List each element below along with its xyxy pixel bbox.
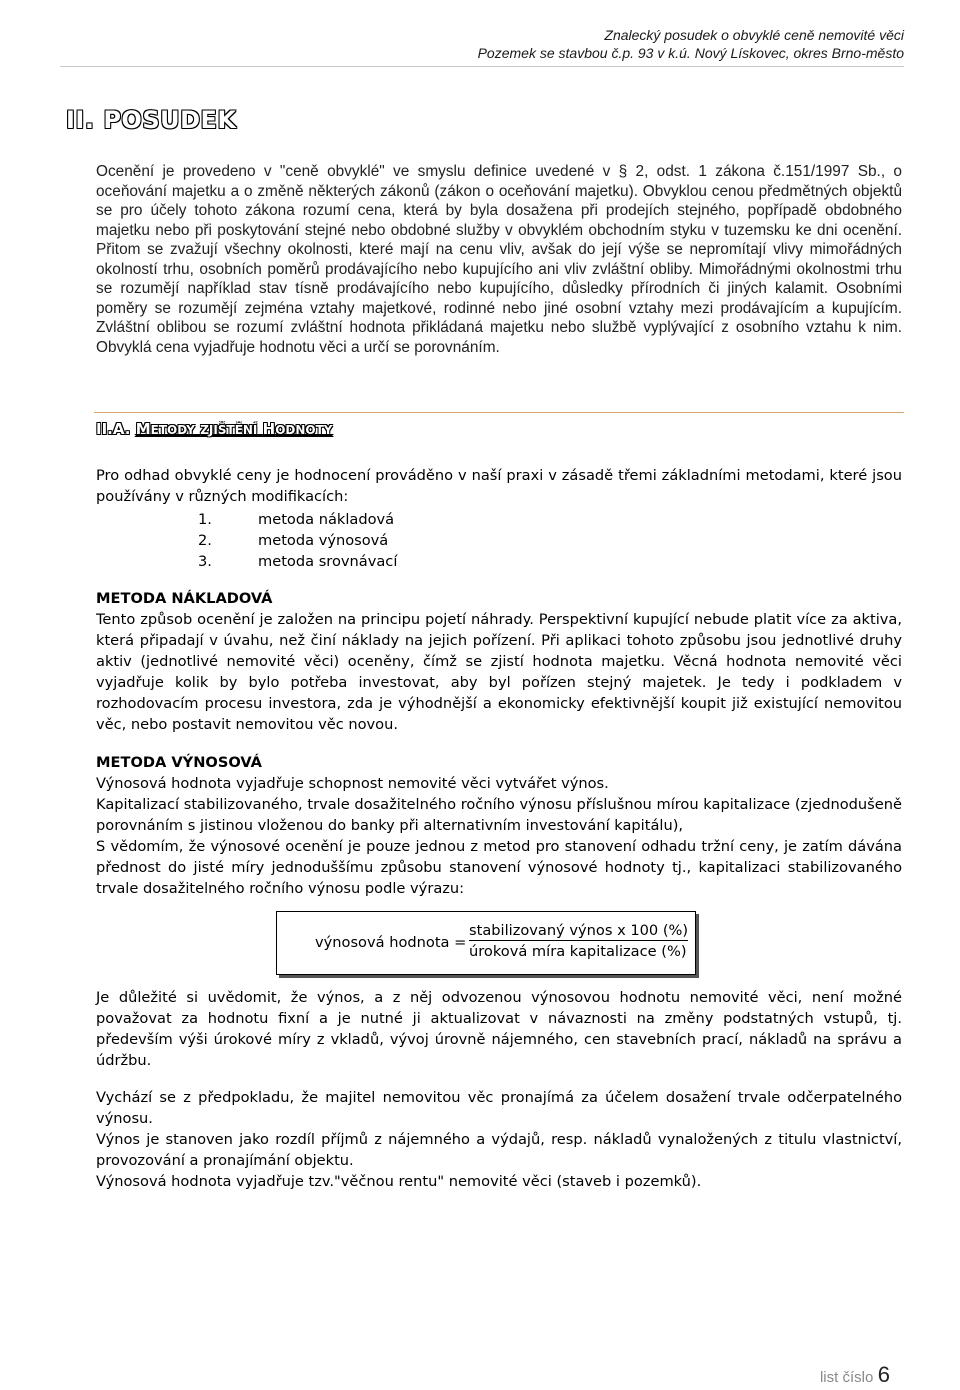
formula-denominator: úroková míra kapitalizace (%): [469, 943, 687, 960]
perpetual-rent-definition: Výnosová hodnota vyjadřuje tzv."věčnou rentu" nemovité věci (staveb i pozemků).: [96, 1173, 702, 1190]
income-assumption: Vychází se z předpokladu, že majitel nemovitou věc pronajímá za účelem dosažení trvale odčerpatelného výnosu.: [96, 1089, 902, 1127]
yield-definition: Výnos je stanoven jako rozdíl příjmů z nájemného a výdajů, resp. nákladů vynaložených z titulu vlastnictví, provozování a pronajímání objektu.: [96, 1131, 902, 1169]
header-property: Pozemek se stavbou č.p. 93 v k.ú. Nový Lískovec, okres Brno-město: [477, 45, 904, 61]
income-method-title: METODA VÝNOSOVÁ: [96, 754, 262, 771]
income-value-formula: [276, 911, 696, 975]
cost-method-text: Tento způsob ocenění je založen na principu pojetí náhrady. Perspektivní kupující nebude platit více za aktiva, která připadají v úvahu, než činí náklady na jejich pořízení. Při aplikaci tohoto způsobu jsou jednotlivé druhy aktiv (jednotlivé nemovité věci) oceněny, čímž se zjistí hodnota majetku. Věcná hodnota nemovité věci vyjadřuje kolik by bylo potřeba investovat, aby byl pořízen stejný majetek. Je tedy i podkladem v rozhodovacím procesu investora, zda je výhodnější a ekonomicky efektivnější koupit již existující nemovitou věc, nebo postavit nemovitou věc novou.: [96, 611, 902, 733]
section-number: II.A.: [96, 420, 131, 438]
header-document-title: Znalecký posudek o obvyklé ceně nemovité věci: [604, 27, 904, 43]
formula-numerator: stabilizovaný výnos x 100 (%): [469, 922, 689, 939]
section-heading: II.A. METODY ZJIŠTĚNÍ HODNOTY: [96, 420, 333, 438]
methods-intro: Pro odhad obvyklé ceny je hodnocení prováděno v naší praxi v zásadě třemi základními metodami, které jsou používány v různých modifikacích:: [96, 467, 902, 505]
page-label: list číslo: [819, 1369, 874, 1386]
formula-lhs: výnosová hodnota =: [315, 934, 467, 951]
list-item: 2. metoda výnosová: [198, 532, 389, 549]
list-item: 1. metoda nákladová: [198, 511, 395, 528]
list-item: 3. metoda srovnávací: [198, 553, 398, 570]
page-footer: [820, 1362, 890, 1388]
income-method-p3: S vědomím, že výnosové ocenění je pouze jednou z metod pro stanovení odhadu tržní ceny, je zatím dávána přednost do jisté míry jednoduššímu způsobu stanovení výnosové hodnoty tj., kapitalizaci stabilizovaného trvale dosažitelného ročního výnosu podle výrazu:: [96, 838, 902, 897]
income-value-note: Je důležité si uvědomit, že výnos, a z něj odvozenou výnosovou hodnotu nemovité věci, není možné považovat za hodnotu fixní a je nutné ji aktualizovat v návaznosti na změny podstatných vstupů, tj. především výši úrokové míry z vkladů, vývoj úrovně nájemného, cen stavebních prací, nákladů na správu a údržbu.: [96, 989, 902, 1069]
income-method-p2: Kapitalizací stabilizovaného, trvale dosažitelného ročního výnosu příslušnou mírou kapitalizace (zjednodušeně porovnáním s jistinou vloženou do banky při alternativním investování kapitálu),: [96, 796, 902, 834]
section-divider: [94, 412, 904, 413]
cost-method-title: METODA NÁKLADOVÁ: [96, 590, 273, 607]
page-number: 6: [877, 1362, 890, 1387]
running-header: [478, 26, 904, 62]
income-method-p1: Výnosová hodnota vyjadřuje schopnost nemovité věci vytvářet výnos.: [96, 775, 609, 792]
market-value-definition: Ocenění je provedeno v "ceně obvyklé" ve smyslu definice uvedené v § 2, odst. 1 zákona č.151/1997 Sb., o oceňování majetku a o změně některých zákonů (zákon o oceňování majetku). Obvyklou cenou předmětných objektů se pro účely tohoto zákona rozumí cena, která by byla dosažena při prodejích stejného, popřípadě obdobného majetku nebo při poskytování stejné nebo obdobné služby v obvyklém obchodním styku v tuzemsku ke dni ocenění. Přitom se zvažují všechny okolnosti, které mají na cenu vliv, avšak do její výše se nepromítají vlivy mimořádných okolností trhu, osobních poměrů prodávajícího nebo kupujícího ani vliv zvláštní obliby. Mimořádnými okolnostmi trhu se rozumějí například stav tísně prodávajícího nebo kupujícího, důsledky přírodních či jiných kalamit. Osobními poměry se rozumějí zejména vztahy majetkové, rodinné nebo jiné osobní vztahy mezi prodávajícím a kupujícím. Zvláštní oblibou se rozumí zvláštní hodnota přikládaná majetku nebo službě vyplývající z osobního vztahu k nim. Obvyklá cena vyjadřuje hodnotu věci a určí se porovnáním.: [96, 163, 902, 356]
methods-list: [198, 509, 397, 572]
chapter-title: II. POSUDEK: [66, 106, 237, 134]
header-divider: [60, 66, 904, 67]
